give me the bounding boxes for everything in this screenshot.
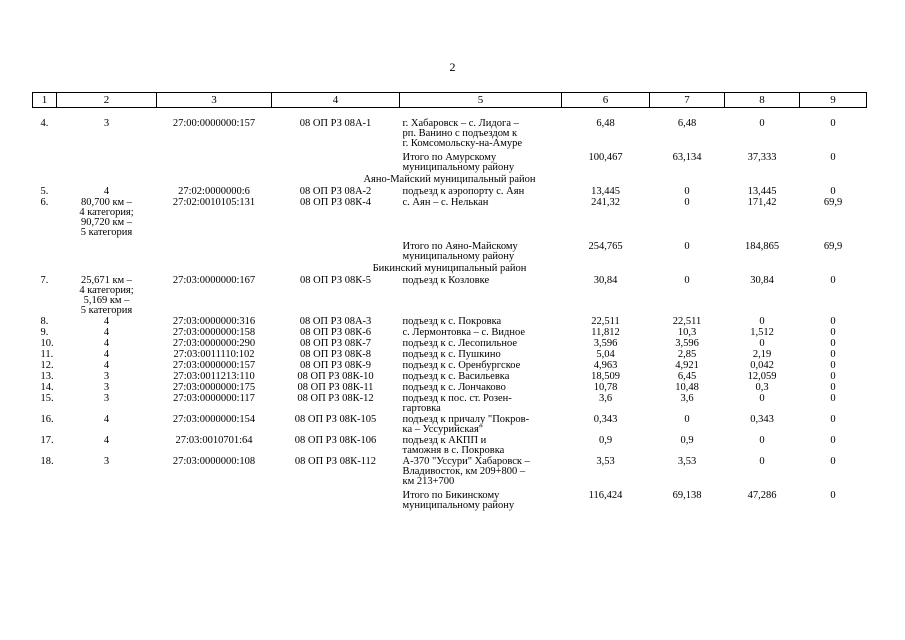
road-name: подъезд к с. Васильевка bbox=[402, 371, 510, 382]
road-name: подъезд к причалу "Покров- ка – Уссурийская" bbox=[402, 414, 530, 435]
col-header-9: 9 bbox=[800, 93, 867, 108]
length-asphalt: 6,48 bbox=[677, 118, 697, 129]
road-category: 4 bbox=[103, 435, 110, 446]
row-number: 11. bbox=[40, 349, 54, 360]
road-category: 3 bbox=[103, 118, 110, 129]
length-dirt: 0 bbox=[830, 382, 836, 393]
length-total: 0,343 bbox=[593, 414, 618, 425]
length-asphalt: 0 bbox=[684, 414, 690, 425]
length-dirt: 0 bbox=[830, 186, 836, 197]
cadastral-number: 27:03:0000000:290 bbox=[172, 338, 256, 349]
length-total: 6,48 bbox=[596, 118, 615, 129]
table-row bbox=[33, 360, 867, 371]
road-name: А-370 "Уссури" Хабаровск – Владивосток, км 209+800 – км 213+700 bbox=[402, 456, 530, 487]
col-header-1: 1 bbox=[33, 93, 57, 108]
length-total: 22,511 bbox=[591, 316, 620, 327]
road-category: 4 bbox=[103, 360, 110, 371]
road-category bbox=[57, 487, 157, 511]
road-name: подъезд к с. Лесопильное bbox=[402, 338, 517, 349]
road-id: 08 ОП РЗ 08К-106 bbox=[294, 435, 377, 446]
row-number bbox=[33, 149, 57, 173]
road-category: 4 bbox=[103, 338, 110, 349]
road-name: подъезд к с. Пушкино bbox=[402, 349, 501, 360]
length-asphalt: 4,921 bbox=[675, 360, 699, 371]
table-row bbox=[33, 275, 867, 316]
length-total: 10,78 bbox=[593, 382, 618, 393]
row-number: 6. bbox=[40, 197, 49, 208]
cadastral-number: 27:03:0000000:157 bbox=[172, 360, 256, 371]
road-id: 08 ОП РЗ 08К-6 bbox=[299, 327, 372, 338]
length-gravel: 30,84 bbox=[750, 275, 774, 286]
length-gravel: 0 bbox=[759, 118, 765, 129]
length-dirt: 0 bbox=[830, 327, 836, 338]
road-name: подъезд к Козловке bbox=[402, 275, 490, 286]
table-row bbox=[33, 316, 867, 327]
roads-table bbox=[32, 92, 867, 511]
length-dirt: 0 bbox=[830, 435, 836, 446]
table-row bbox=[33, 435, 867, 456]
road-name: подъезд к с. Оренбургское bbox=[402, 360, 521, 371]
row-number: 14. bbox=[40, 382, 54, 393]
length-gravel: 0 bbox=[759, 338, 765, 349]
col-header-2: 2 bbox=[57, 93, 157, 108]
length-dirt: 0 bbox=[830, 338, 836, 349]
road-category: 4 bbox=[103, 414, 110, 425]
road-name: подъезд к АКПП и таможня в с. Покровка bbox=[402, 435, 505, 456]
table-row bbox=[33, 382, 867, 393]
section-row bbox=[33, 173, 867, 186]
row-number: 15. bbox=[40, 393, 54, 404]
table-row bbox=[33, 186, 867, 197]
length-total: 13,445 bbox=[591, 186, 620, 197]
road-name: подъезд к аэропорту с. Аян bbox=[402, 186, 525, 197]
length-asphalt: 3,6 bbox=[680, 393, 694, 404]
row-number bbox=[33, 238, 57, 262]
road-id: 08 ОП РЗ 08К-7 bbox=[299, 338, 372, 349]
table-row bbox=[33, 327, 867, 338]
length-dirt: 0 bbox=[830, 275, 836, 286]
length-asphalt: 22,511 bbox=[672, 316, 702, 327]
row-number: 16. bbox=[40, 414, 54, 425]
length-gravel: 184,865 bbox=[744, 241, 780, 252]
col-header-7: 7 bbox=[650, 93, 725, 108]
length-dirt: 0 bbox=[830, 316, 836, 327]
length-gravel: 2,19 bbox=[752, 349, 772, 360]
section-title: Аяно-Майский муниципальный район bbox=[363, 174, 536, 185]
length-total: 3,6 bbox=[598, 393, 613, 404]
length-asphalt: 0 bbox=[684, 241, 690, 252]
road-category: 4 bbox=[103, 186, 110, 197]
road-id: 08 ОП РЗ 08К-8 bbox=[299, 349, 372, 360]
cadastral-number bbox=[157, 149, 272, 173]
length-asphalt: 0 bbox=[684, 275, 690, 286]
length-dirt: 69,9 bbox=[823, 197, 843, 208]
road-id: 08 ОП РЗ 08К-12 bbox=[297, 393, 374, 404]
length-total: 5,04 bbox=[596, 349, 615, 360]
length-asphalt: 2,85 bbox=[677, 349, 697, 360]
cadastral-number: 27:03:0000000:167 bbox=[172, 275, 256, 286]
table-row bbox=[33, 338, 867, 349]
row-number: 17. bbox=[40, 435, 54, 446]
road-category: 3 bbox=[103, 456, 110, 467]
row-number: 8. bbox=[40, 316, 49, 327]
row-number: 13. bbox=[40, 371, 54, 382]
col-header-4: 4 bbox=[272, 93, 400, 108]
road-category: 3 bbox=[103, 371, 110, 382]
length-asphalt: 10,3 bbox=[677, 327, 697, 338]
table-row bbox=[33, 349, 867, 360]
length-dirt: 0 bbox=[830, 414, 836, 425]
row-number: 5. bbox=[40, 186, 49, 197]
length-gravel: 1,512 bbox=[750, 327, 774, 338]
length-asphalt: 69,138 bbox=[672, 490, 702, 501]
total-row bbox=[33, 487, 867, 511]
length-asphalt: 6,45 bbox=[677, 371, 697, 382]
length-gravel: 12,059 bbox=[747, 371, 777, 382]
length-gravel: 0 bbox=[759, 393, 765, 404]
cadastral-number: 27:03:0000000:158 bbox=[172, 327, 256, 338]
road-name: с. Лермонтовка – с. Видное bbox=[402, 327, 526, 338]
length-asphalt: 63,134 bbox=[672, 152, 702, 163]
cadastral-number: 27:00:0000000:157 bbox=[172, 118, 256, 129]
road-name: подъезд к пос. ст. Розен- гартовка bbox=[402, 393, 512, 414]
total-row bbox=[33, 238, 867, 262]
road-name: Итого по Аяно-Майскому муниципальному району bbox=[402, 241, 518, 262]
col-header-8: 8 bbox=[725, 93, 800, 108]
total-row bbox=[33, 149, 867, 173]
road-category: 80,700 км – 4 категория; 90,720 км – 5 категория bbox=[79, 197, 134, 238]
cadastral-number: 27:03:0011110:102 bbox=[173, 349, 255, 360]
col-header-3: 3 bbox=[157, 93, 272, 108]
length-dirt: 0 bbox=[830, 490, 836, 501]
length-asphalt: 0 bbox=[684, 197, 690, 208]
road-id: 08 ОП РЗ 08К-5 bbox=[299, 275, 372, 286]
table-row bbox=[33, 393, 867, 414]
table-row bbox=[33, 197, 867, 238]
length-dirt: 0 bbox=[830, 349, 836, 360]
cadastral-number: 27:02:0010105:131 bbox=[172, 197, 256, 208]
section-row bbox=[33, 262, 867, 275]
cadastral-number: 27:02:0000000:6 bbox=[178, 186, 250, 197]
length-asphalt: 0 bbox=[684, 186, 690, 197]
road-id: 08 ОП РЗ 08А-2 bbox=[299, 186, 372, 197]
length-total: 18,509 bbox=[591, 371, 620, 382]
length-total: 4,963 bbox=[593, 360, 618, 371]
road-category bbox=[57, 238, 157, 262]
col-header-6: 6 bbox=[562, 93, 650, 108]
road-id: 08 ОП РЗ 08К-11 bbox=[297, 382, 374, 393]
length-asphalt: 10,48 bbox=[675, 382, 699, 393]
length-dirt: 0 bbox=[830, 456, 836, 467]
road-id bbox=[272, 238, 400, 262]
length-gravel: 0 bbox=[759, 316, 765, 327]
table-row bbox=[33, 456, 867, 487]
length-total: 11,812 bbox=[591, 327, 620, 338]
road-category: 3 bbox=[103, 393, 110, 404]
length-gravel: 0,343 bbox=[750, 414, 774, 425]
cadastral-number: 27:03:0011213:110 bbox=[173, 371, 255, 382]
row-number: 18. bbox=[40, 456, 54, 467]
road-id: 08 ОП РЗ 08К-112 bbox=[294, 456, 377, 467]
length-gravel: 0 bbox=[759, 435, 765, 446]
length-total: 116,424 bbox=[588, 490, 623, 501]
length-asphalt: 3,53 bbox=[677, 456, 697, 467]
col-header-5: 5 bbox=[400, 93, 562, 108]
length-gravel: 0 bbox=[759, 456, 765, 467]
road-id: 08 ОП РЗ 08К-10 bbox=[297, 371, 374, 382]
length-dirt: 0 bbox=[830, 360, 836, 371]
cadastral-number: 27:03:0000000:108 bbox=[172, 456, 256, 467]
length-total: 100,467 bbox=[588, 152, 623, 163]
road-id bbox=[272, 487, 400, 511]
row-number: 7. bbox=[40, 275, 49, 286]
road-id bbox=[272, 149, 400, 173]
table-row bbox=[33, 118, 867, 149]
row-number bbox=[33, 487, 57, 511]
length-dirt: 0 bbox=[830, 152, 836, 163]
road-name: Итого по Бикинскому муниципальному району bbox=[402, 490, 515, 511]
row-number: 10. bbox=[40, 338, 54, 349]
length-total: 30,84 bbox=[593, 275, 618, 286]
road-category: 4 bbox=[103, 316, 110, 327]
road-category: 4 bbox=[103, 327, 110, 338]
cadastral-number bbox=[157, 487, 272, 511]
road-id: 08 ОП РЗ 08А-3 bbox=[299, 316, 372, 327]
road-name: с. Аян – с. Нелькан bbox=[402, 197, 489, 208]
length-gravel: 171,42 bbox=[747, 197, 777, 208]
length-dirt: 69,9 bbox=[823, 241, 843, 252]
table-row bbox=[33, 371, 867, 382]
length-gravel: 0,042 bbox=[750, 360, 774, 371]
length-total: 3,53 bbox=[596, 456, 615, 467]
length-gravel: 0,3 bbox=[755, 382, 769, 393]
cadastral-number: 27:03:0000000:316 bbox=[172, 316, 256, 327]
road-category: 4 bbox=[103, 349, 110, 360]
road-id: 08 ОП РЗ 08К-9 bbox=[299, 360, 372, 371]
road-category bbox=[57, 149, 157, 173]
length-total: 254,765 bbox=[588, 241, 623, 252]
length-total: 0,9 bbox=[598, 435, 613, 446]
row-number: 9. bbox=[40, 327, 49, 338]
road-id: 08 ОП РЗ 08А-1 bbox=[299, 118, 372, 129]
cadastral-number: 27:03:0010701:64 bbox=[175, 435, 253, 446]
cadastral-number: 27:03:0000000:175 bbox=[172, 382, 256, 393]
road-id: 08 ОП РЗ 08К-4 bbox=[299, 197, 372, 208]
length-asphalt: 3,596 bbox=[675, 338, 699, 349]
length-total: 3,596 bbox=[593, 338, 618, 349]
road-name: подъезд к с. Покровка bbox=[402, 316, 502, 327]
cadastral-number bbox=[157, 238, 272, 262]
road-category: 3 bbox=[103, 382, 110, 393]
road-name: подъезд к с. Лончаково bbox=[402, 382, 506, 393]
length-dirt: 0 bbox=[830, 393, 836, 404]
table-row bbox=[33, 414, 867, 435]
row-number: 12. bbox=[40, 360, 54, 371]
length-gravel: 47,286 bbox=[747, 490, 777, 501]
page-number: 2 bbox=[449, 60, 456, 74]
length-gravel: 37,333 bbox=[747, 152, 777, 163]
road-category: 25,671 км – 4 категория; 5,169 км – 5 категория bbox=[79, 275, 134, 316]
row-number: 4. bbox=[40, 118, 49, 129]
length-asphalt: 0,9 bbox=[680, 435, 694, 446]
road-name: Итого по Амурскому муниципальному району bbox=[402, 152, 515, 173]
header-row bbox=[33, 93, 867, 108]
cadastral-number: 27:03:0000000:154 bbox=[172, 414, 256, 425]
section-title: Бикинский муниципальный район bbox=[372, 263, 527, 274]
road-name: г. Хабаровск – с. Лидога – рп. Ванино с подъездом к г. Комсомольску-на-Амуре bbox=[402, 118, 523, 149]
length-dirt: 0 bbox=[830, 371, 836, 382]
cadastral-number: 27:03:0000000:117 bbox=[173, 393, 255, 404]
length-gravel: 13,445 bbox=[747, 186, 777, 197]
length-dirt: 0 bbox=[830, 118, 836, 129]
length-total: 241,32 bbox=[591, 197, 620, 208]
road-id: 08 ОП РЗ 08К-105 bbox=[294, 414, 377, 425]
